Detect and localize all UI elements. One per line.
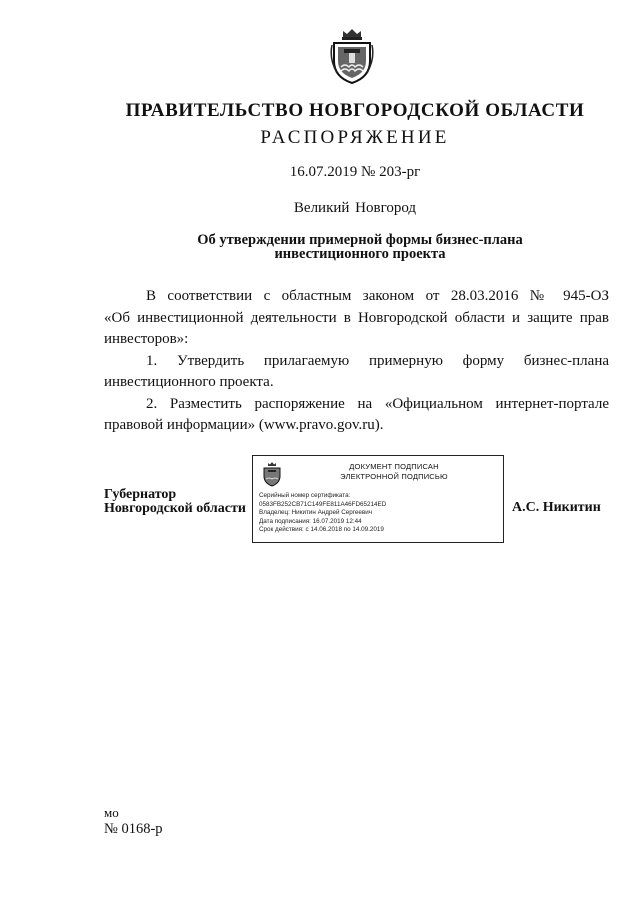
organization-title: ПРАВИТЕЛЬСТВО НОВГОРОДСКОЙ ОБЛАСТИ bbox=[125, 100, 585, 121]
stamp-header bbox=[287, 462, 501, 481]
body-line: 1. Утвердить прилагаемую примерную форму бизнес-плана bbox=[146, 352, 609, 369]
stamp-validity: Срок действия: с 14.06.2018 по 14.09.2019 bbox=[259, 526, 384, 534]
coat-of-arms-icon bbox=[329, 27, 375, 85]
signer-title-line: Новгородской области bbox=[104, 501, 246, 516]
body-line: 2. Разместить распоряжение на «Официальном интернет-портале bbox=[146, 395, 609, 412]
city: Великий Новгород bbox=[293, 200, 417, 216]
document-subject bbox=[160, 233, 560, 261]
stamp-coat-of-arms-icon bbox=[261, 461, 283, 487]
body-line: инвестиционного проекта. bbox=[104, 374, 274, 390]
stamp-owner: Владелец: Никитин Андрей Сергеевич bbox=[259, 509, 373, 517]
document-body bbox=[104, 286, 609, 437]
subject-line: инвестиционного проекта bbox=[274, 246, 446, 262]
document-date-number: 16.07.2019 № 203-рг bbox=[289, 164, 421, 180]
subject-line: Об утверждении примерной формы бизнес-плана bbox=[197, 232, 523, 248]
stamp-details bbox=[259, 492, 386, 535]
stamp-serial-label: Серийный номер сертификата: bbox=[259, 492, 351, 499]
stamp-header-line: ЭЛЕКТРОННОЙ ПОДПИСЬЮ bbox=[340, 471, 448, 481]
signer-title bbox=[104, 488, 246, 516]
footer-number: № 0168-р bbox=[104, 821, 163, 837]
body-line: В соответствии с областным законом от 28.03.2016 № 945-ОЗ bbox=[146, 288, 609, 304]
body-line: «Об инвестиционной деятельности в Новгородской области и защите прав bbox=[104, 309, 609, 326]
footer-code: мо bbox=[104, 805, 119, 820]
stamp-header-line: ДОКУМЕНТ ПОДПИСАН bbox=[349, 462, 439, 471]
stamp-serial-value: 0583FB252CB71C149FE811A46FD65214ED bbox=[259, 500, 387, 508]
signer-title-line: Губернатор bbox=[104, 487, 177, 502]
signer-name: А.С. Никитин bbox=[512, 500, 601, 515]
body-line: инвесторов»: bbox=[104, 331, 189, 347]
document-type: РАСПОРЯЖЕНИЕ bbox=[260, 127, 450, 148]
stamp-signed-date: Дата подписания: 16.07.2019 12:44 bbox=[259, 517, 362, 525]
body-line: правовой информации» (www.pravo.gov.ru). bbox=[104, 417, 384, 433]
electronic-signature-stamp bbox=[252, 455, 504, 543]
